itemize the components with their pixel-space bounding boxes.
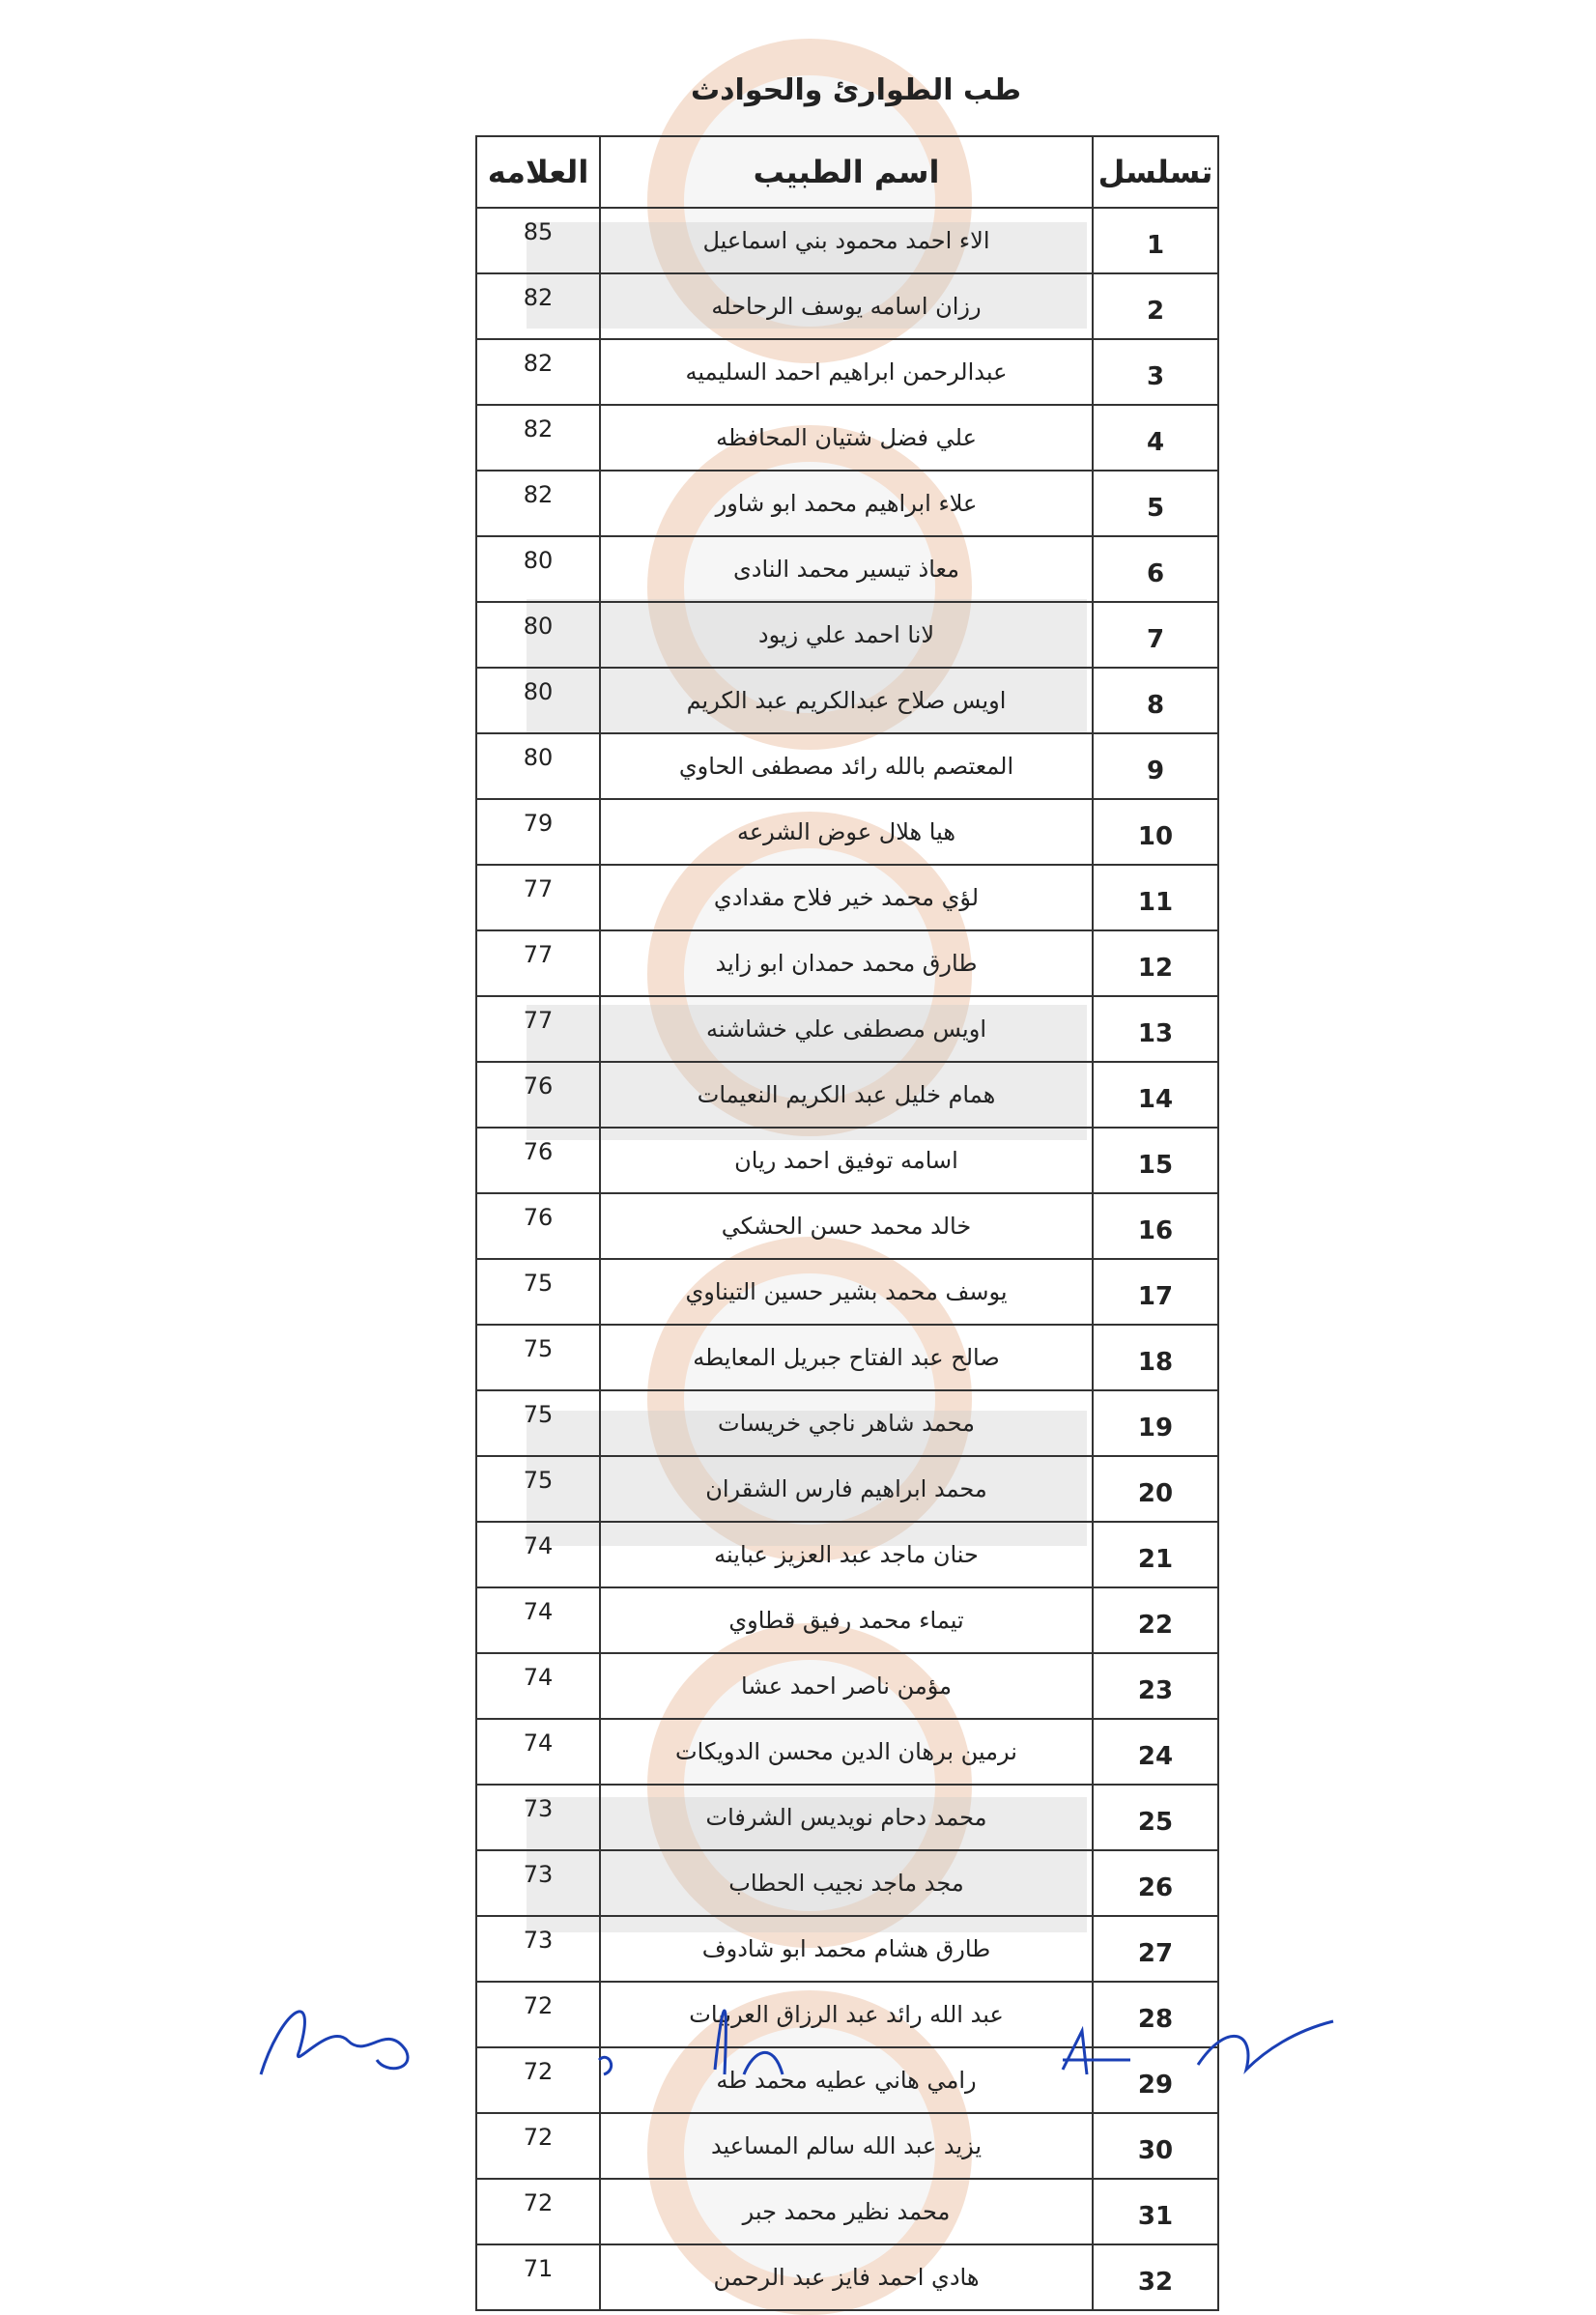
- score-cell: 80: [476, 602, 600, 668]
- seq-cell: 11: [1093, 865, 1218, 930]
- table-row: [476, 536, 1218, 602]
- seq-cell: 14: [1093, 1062, 1218, 1128]
- score-cell: 80: [476, 668, 600, 733]
- name-cell: محمد ابراهيم فارس الشقران: [600, 1456, 1093, 1522]
- table-row: [476, 2244, 1218, 2310]
- score-cell: 82: [476, 405, 600, 471]
- score-cell: 72: [476, 2113, 600, 2179]
- seq-cell: 27: [1093, 1916, 1218, 1982]
- score-cell: 80: [476, 536, 600, 602]
- score-cell: 74: [476, 1719, 600, 1785]
- seq-cell: 18: [1093, 1325, 1218, 1390]
- seq-cell: 12: [1093, 930, 1218, 996]
- table-row: [476, 1653, 1218, 1719]
- score-cell: 72: [476, 2179, 600, 2244]
- score-cell: 73: [476, 1916, 600, 1982]
- name-cell: يزيد عبد الله سالم المساعيد: [600, 2113, 1093, 2179]
- name-cell: الاء احمد محمود بني اسماعيل: [600, 208, 1093, 273]
- score-cell: 82: [476, 273, 600, 339]
- signature-2: [599, 2011, 783, 2074]
- table-row: [476, 471, 1218, 536]
- table-row: [476, 1325, 1218, 1390]
- header-score: العلامه: [476, 136, 600, 208]
- name-cell: المعتصم بالله رائد مصطفى الحاوي: [600, 733, 1093, 799]
- name-cell: عبدالرحمن ابراهيم احمد السليميه: [600, 339, 1093, 405]
- table-row: [476, 1259, 1218, 1325]
- seq-cell: 6: [1093, 536, 1218, 602]
- seq-cell: 15: [1093, 1128, 1218, 1193]
- seq-cell: 25: [1093, 1785, 1218, 1850]
- signature-1: [261, 2012, 408, 2074]
- table-row: [476, 865, 1218, 930]
- name-cell: تيماء محمد رفيق قطاوي: [600, 1587, 1093, 1653]
- score-cell: 72: [476, 2047, 600, 2113]
- table-row: [476, 1785, 1218, 1850]
- name-cell: نرمين برهان الدين محسن الدويكات: [600, 1719, 1093, 1785]
- name-cell: علاء ابراهيم محمد ابو شاور: [600, 471, 1093, 536]
- table-row: [476, 668, 1218, 733]
- name-cell: اسامه توفيق احمد ريان: [600, 1128, 1093, 1193]
- seq-cell: 20: [1093, 1456, 1218, 1522]
- seq-cell: 8: [1093, 668, 1218, 733]
- seq-cell: 21: [1093, 1522, 1218, 1587]
- seq-cell: 9: [1093, 733, 1218, 799]
- table-header-row: [476, 136, 1218, 208]
- table-row: [476, 208, 1218, 273]
- name-cell: مجد ماجد نجيب الحطاب: [600, 1850, 1093, 1916]
- seq-cell: 31: [1093, 2179, 1218, 2244]
- score-cell: 74: [476, 1653, 600, 1719]
- seq-cell: 28: [1093, 1982, 1218, 2047]
- name-cell: عبد الله رائد عبد الرزاق العربيات: [600, 1982, 1093, 2047]
- name-cell: مؤمن ناصر احمد عشا: [600, 1653, 1093, 1719]
- score-cell: 73: [476, 1850, 600, 1916]
- score-cell: 79: [476, 799, 600, 865]
- signatures: [0, 1905, 1596, 2079]
- table-row: [476, 2113, 1218, 2179]
- name-cell: طارق محمد حمدان ابو زايد: [600, 930, 1093, 996]
- seq-cell: 17: [1093, 1259, 1218, 1325]
- score-cell: 71: [476, 2244, 600, 2310]
- table-row: [476, 930, 1218, 996]
- table-row: [476, 996, 1218, 1062]
- header-name: اسم الطبيب: [600, 136, 1093, 208]
- seq-cell: 19: [1093, 1390, 1218, 1456]
- name-cell: لانا احمد علي زيود: [600, 602, 1093, 668]
- name-cell: محمد نظير محمد جبر: [600, 2179, 1093, 2244]
- score-cell: 82: [476, 339, 600, 405]
- score-cell: 74: [476, 1522, 600, 1587]
- seq-cell: 24: [1093, 1719, 1218, 1785]
- seq-cell: 29: [1093, 2047, 1218, 2113]
- seq-cell: 3: [1093, 339, 1218, 405]
- table-row: [476, 339, 1218, 405]
- seq-cell: 10: [1093, 799, 1218, 865]
- score-cell: 82: [476, 471, 600, 536]
- score-cell: 80: [476, 733, 600, 799]
- name-cell: علي فضل شتيان المحافظه: [600, 405, 1093, 471]
- table-row: [476, 602, 1218, 668]
- seq-cell: 13: [1093, 996, 1218, 1062]
- name-cell: همام خليل عبد الكريم النعيمات: [600, 1062, 1093, 1128]
- table-row: [476, 2179, 1218, 2244]
- table-row: [476, 273, 1218, 339]
- name-cell: خالد محمد حسن الحشكي: [600, 1193, 1093, 1259]
- score-cell: 77: [476, 930, 600, 996]
- score-cell: 75: [476, 1390, 600, 1456]
- seq-cell: 22: [1093, 1587, 1218, 1653]
- score-cell: 75: [476, 1456, 600, 1522]
- name-cell: هادي احمد فايز عبد الرحمن: [600, 2244, 1093, 2310]
- table-row: [476, 405, 1218, 471]
- seq-cell: 5: [1093, 471, 1218, 536]
- signature-3: [1063, 2021, 1333, 2074]
- table-row: [476, 733, 1218, 799]
- table-row: [476, 1062, 1218, 1128]
- seq-cell: 2: [1093, 273, 1218, 339]
- header-seq: تسلسل: [1093, 136, 1218, 208]
- seq-cell: 4: [1093, 405, 1218, 471]
- score-cell: 75: [476, 1259, 600, 1325]
- name-cell: صالح عبد الفتاح جبريل المعايطه: [600, 1325, 1093, 1390]
- name-cell: محمد دحام نويديس الشرفات: [600, 1785, 1093, 1850]
- seq-cell: 7: [1093, 602, 1218, 668]
- name-cell: محمد شاهر ناجي خريسات: [600, 1390, 1093, 1456]
- table-row: [476, 1128, 1218, 1193]
- name-cell: لؤي محمد خير فلاح مقدادي: [600, 865, 1093, 930]
- name-cell: رامي هاني عطيه محمد طه: [600, 2047, 1093, 2113]
- score-cell: 76: [476, 1128, 600, 1193]
- name-cell: يوسف محمد بشير حسين التيناوي: [600, 1259, 1093, 1325]
- table-row: [476, 1193, 1218, 1259]
- table-row: [476, 1587, 1218, 1653]
- table-row: [476, 1522, 1218, 1587]
- name-cell: طارق هشام محمد ابو شادوف: [600, 1916, 1093, 1982]
- table-row: [476, 1456, 1218, 1522]
- name-cell: اويس صلاح عبدالكريم عبد الكريم: [600, 668, 1093, 733]
- name-cell: حنان ماجد عبد العزيز عباينه: [600, 1522, 1093, 1587]
- score-cell: 76: [476, 1062, 600, 1128]
- seq-cell: 23: [1093, 1653, 1218, 1719]
- seq-cell: 16: [1093, 1193, 1218, 1259]
- score-cell: 77: [476, 996, 600, 1062]
- table-row: [476, 1719, 1218, 1785]
- table-row: [476, 799, 1218, 865]
- score-cell: 74: [476, 1587, 600, 1653]
- score-cell: 77: [476, 865, 600, 930]
- seq-cell: 1: [1093, 208, 1218, 273]
- name-cell: رزان اسامه يوسف الرحاحله: [600, 273, 1093, 339]
- score-cell: 85: [476, 208, 600, 273]
- score-cell: 72: [476, 1982, 600, 2047]
- score-cell: 76: [476, 1193, 600, 1259]
- seq-cell: 30: [1093, 2113, 1218, 2179]
- name-cell: معاذ تيسير محمد النادى: [600, 536, 1093, 602]
- score-cell: 75: [476, 1325, 600, 1390]
- name-cell: هيا هلال عوض الشرعه: [600, 799, 1093, 865]
- score-cell: 73: [476, 1785, 600, 1850]
- name-cell: اويس مصطفى علي خشاشنه: [600, 996, 1093, 1062]
- page-title: طب الطوارئ والحوادث: [691, 73, 1021, 107]
- table-row: [476, 1390, 1218, 1456]
- seq-cell: 32: [1093, 2244, 1218, 2310]
- seq-cell: 26: [1093, 1850, 1218, 1916]
